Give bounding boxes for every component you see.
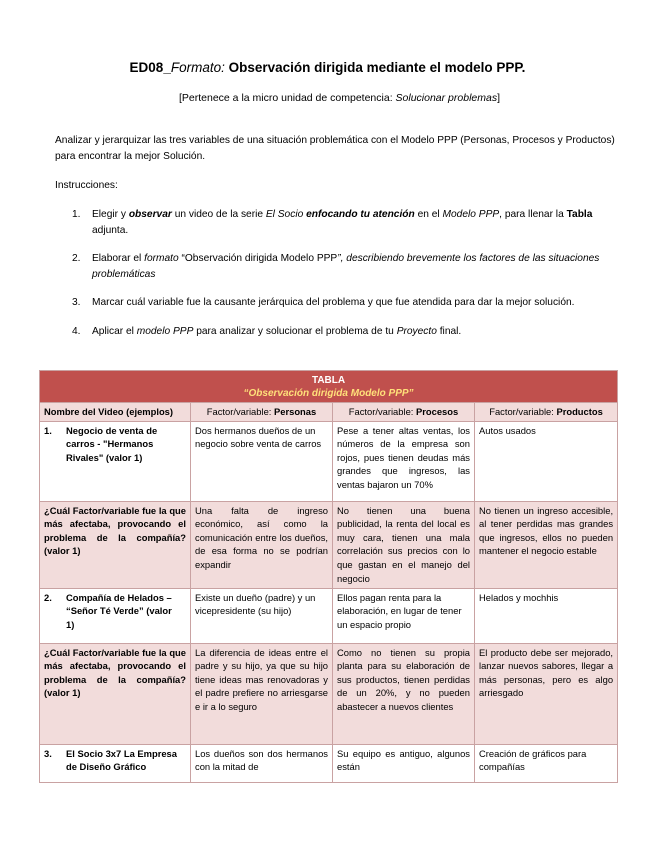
procesos-cell: Como no tienen su propia planta para su elaboración de sus productos, tienen perdidas de un 20%, y no pueden abastecer a nuevos clientes: [333, 643, 475, 744]
productos-cell: Creación de gráficos para compañías: [475, 744, 618, 782]
procesos-cell: No tienen una buena publicidad, la renta del local es muy cara, tienen una mala correlación sus precios con lo que gastan en el manejo del negocio: [333, 501, 475, 588]
video-name-cell: 2. Compañía de Helados – “Señor Té Verde” (valor 1): [40, 588, 191, 643]
table-column-headers: [40, 403, 618, 422]
table-row: [40, 588, 618, 643]
document-subtitle: [Pertenece a la micro unidad de competencia: Solucionar problemas]: [178, 92, 501, 104]
ppp-table: [39, 370, 618, 783]
col-header-productos: Factor/variable: Productos: [475, 403, 618, 422]
table-row: [40, 421, 618, 501]
video-name-cell: 1. Negocio de venta de carros - "Hermanos Rivales" (valor 1): [40, 421, 191, 501]
intro-paragraph: Analizar y jerarquizar las tres variables de una situación problemática con el Modelo PPP (Personas, Procesos y Productos) para encontrar la mejor Solución.: [55, 135, 615, 162]
personas-cell: La diferencia de ideas entre el padre y su hijo, ya que su hijo tiene ideas mas renovadoras y el padre prefiere no arriesgarse e ir a lo seguro: [191, 643, 333, 744]
instruction-step-2: 2. Elaborar el formato “Observación dirigida Modelo PPP”, describiendo brevemente los factores de las situaciones problemáticas: [72, 253, 600, 280]
procesos-cell: Pese a tener altas ventas, los números de la empresa son rojos, pues tienen deudas más grandes que ingresos, las ventas bajaron un 70%: [333, 421, 475, 501]
question-cell: ¿Cuál Factor/variable fue la que más afectaba, provocando el problema de la compañía? (valor 1): [40, 501, 191, 588]
instruction-step-4: 4. Aplicar el modelo PPP para analizar y solucionar el problema de tu Proyecto final.: [72, 325, 462, 337]
productos-cell: No tienen un ingreso accesible, al tener perdidas mas grandes que ingresos, ellos no pueden mantener el negocio estable: [475, 501, 618, 588]
personas-cell: Dos hermanos dueños de un negocio sobre venta de carros: [191, 421, 333, 501]
table-row: [40, 501, 618, 588]
personas-cell: Los dueños son dos hermanos con la mitad de: [191, 744, 333, 782]
col-header-personas: Factor/variable: Personas: [191, 403, 333, 422]
procesos-cell: Su equipo es antiguo, algunos están: [333, 744, 475, 782]
video-name-cell: 3. El Socio 3x7 La Empresa de Diseño Gráfico: [40, 744, 191, 782]
productos-cell: El producto debe ser mejorado, lanzar nuevos sabores, llegar a más personas, pero es algo arriesgado: [475, 643, 618, 744]
instruction-step-1: 1. Elegir y observar un video de la serie El Socio enfocando tu atención en el Modelo PPP, para llenar la Tabla adjunta.: [72, 209, 593, 236]
col-header-video: Nombre del Video (ejemplos): [40, 403, 191, 422]
table-row: [40, 744, 618, 782]
personas-cell: Una falta de ingreso económico, así como la comunicación entre los dueños, de esa forma no se podrían expandir: [191, 501, 333, 588]
table-row: [40, 643, 618, 744]
table-subtitle: “Observación dirigida Modelo PPP”: [243, 388, 414, 399]
instruction-step-3: 3. Marcar cuál variable fue la causante jerárquica del problema y que fue atendida para dar la mejor solución.: [72, 297, 575, 308]
personas-cell: Existe un dueño (padre) y un vicepresidente (su hijo): [191, 588, 333, 643]
procesos-cell: Ellos pagan renta para la elaboración, en lugar de tener un espacio propio: [333, 588, 475, 643]
table-header: [40, 371, 618, 403]
document-title: ED08_Formato: Observación dirigida mediante el modelo PPP.: [129, 60, 526, 75]
col-header-procesos: Factor/variable: Procesos: [333, 403, 475, 422]
table-title: TABLA: [311, 375, 346, 386]
instruction-list: [72, 207, 617, 352]
instructions-label: Instrucciones:: [55, 180, 118, 191]
productos-cell: Helados y mochhis: [475, 588, 618, 643]
productos-cell: Autos usados: [475, 421, 618, 501]
question-cell: ¿Cuál Factor/variable fue la que más afectaba, provocando el problema de la compañía? (valor 1): [40, 643, 191, 744]
